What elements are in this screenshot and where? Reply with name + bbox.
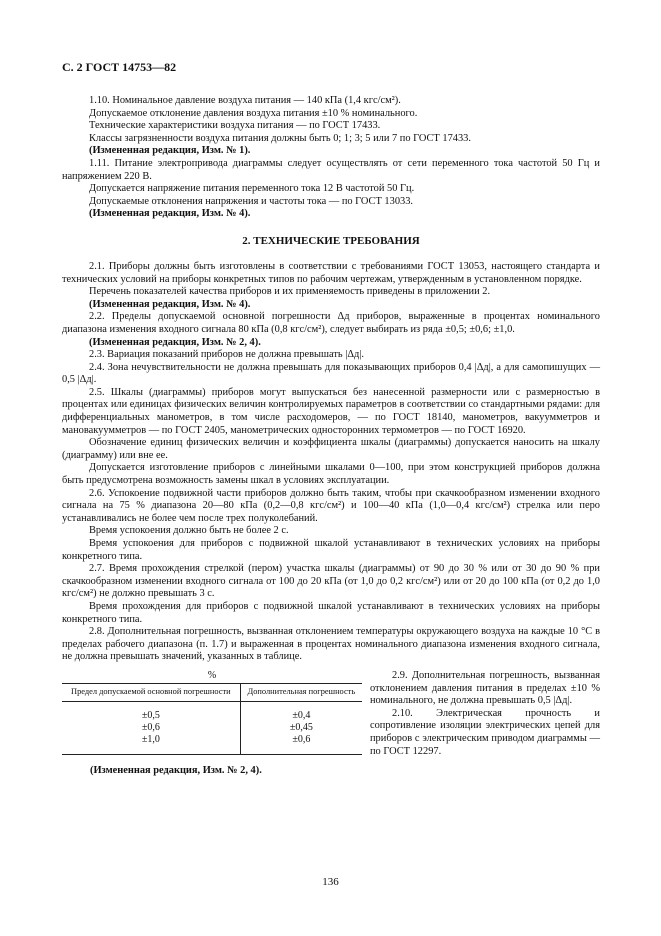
paragraph: 2.1. Приборы должны быть изготовлены в соответствии с требованиями ГОСТ 13053, настоящего стандарта и технических условий на приборы конкретных типов по рабочим чертежам, утвержденным в установленном порядке. [62, 260, 600, 285]
paragraph: 2.3. Вариация показаний приборов не должна превышать |Δд|. [89, 349, 364, 361]
paragraph: 1.11. Питание электропривода диаграммы следует осуществлять от сети переменного тока частотой 50 Гц и напряжением 220 В. [62, 157, 600, 182]
table-cell-additional-error: ±0,6 [240, 734, 362, 755]
page-header: С. 2 ГОСТ 14753—82 [62, 60, 177, 74]
paragraph: Обозначение единиц физических величин и коэффициента шкалы (диаграммы) допускается наносить на шкалу (диаграмму) или вне ее. [62, 437, 600, 461]
paragraph: Время успокоения для приборов с подвижной шкалой устанавливают в технических условиях на приборы конкретного типа. [62, 538, 600, 562]
revision-note: (Измененная редакция, Изм. № 1). [89, 145, 251, 157]
table-header-row [62, 683, 362, 701]
table-cell-additional-error: ±0,45 [289, 721, 313, 733]
table-row [62, 701, 362, 722]
table-row [62, 722, 362, 734]
table-col1-header: Предел допускаемой основной погрешности [62, 683, 240, 701]
paragraph: Перечень показателей качества приборов и их применяемость приведены в приложении 2. [89, 286, 491, 298]
table-cell-base-error: ±0,6 [62, 722, 240, 734]
paragraph: Допускаемые отклонения напряжения и частоты тока — по ГОСТ 13033. [89, 195, 414, 207]
paragraph: Время успокоения должно быть не более 2 с. [89, 525, 289, 537]
page-number: 136 [322, 876, 339, 888]
paragraph: 2.5. Шкалы (диаграммы) приборов могут выпускаться без нанесенной размерности или с размерностью в процентах или единицах физических величин контролируемых параметров в соответствии со стандартными рядами: для дифференциальных манометров, в том числе расходомеров, — по ГОСТ 18140, манометров, вакуумметров и мановакуумметров — по ГОСТ 2405, манометрических односторонних термометров — по ГОСТ 16920. [62, 386, 600, 436]
paragraph: 2.7. Время прохождения стрелкой (пером) участка шкалы (диаграммы) от 90 до 30 % или от 30 до 90 % при скачкообразном изменении входного сигнала от 100 до 20 кПа (от 1,0 до 0,2 кгс/см²) или от 20 до 100 кПа (от 0,2 до 1,0 кгс/см²) не должно превышать 3 с. [62, 563, 600, 600]
table-and-notes [62, 670, 600, 776]
paragraph: Время прохождения для приборов с подвижной шкалой устанавливают в технических условиях на приборы конкретного типа. [62, 600, 600, 625]
table-cell-additional-error: ±0,4 [292, 709, 311, 721]
paragraph: Допускаемое отклонение давления воздуха питания ±10 % номинального. [89, 107, 418, 119]
table-row [62, 734, 362, 755]
table-cell-base-error: ±1,0 [62, 734, 240, 755]
table-col2-header: Дополнительная погрешность [240, 683, 362, 701]
section-2-body [62, 261, 600, 664]
revision-note: (Измененная редакция, Изм. № 4). [89, 208, 251, 220]
paragraph: 1.10. Номинальное давление воздуха питания — 140 кПа (1,4 кгс/см²). [89, 95, 401, 106]
paragraph: 2.8. Дополнительная погрешность, вызванная отклонением температуры окружающего воздуха на каждые 10 °С в пределах рабочего диапазона (п. 1.7) и выраженная в процентах номинального диапазона изменения входного сигнала, не должна превышать значений, указанных в таблице. [62, 626, 600, 663]
section-1-tail [62, 95, 600, 221]
table-unit: % [207, 669, 217, 681]
right-column-text [370, 670, 600, 776]
table-revision-note: (Измененная редакция, Изм. № 2, 4). [90, 764, 262, 776]
revision-note: (Измененная редакция, Изм. № 4). [89, 298, 251, 310]
table-block [62, 670, 362, 776]
paragraph: 2.2. Пределы допускаемой основной погрешности Δд приборов, выраженные в процентах номинального диапазона изменения входного сигнала 80 кПа (0,8 кгс/см²), следует выбирать из ряда ±0,5; ±0,6; ±1,0. [62, 311, 600, 335]
error-table [62, 683, 362, 755]
document-page [62, 60, 600, 776]
table-cell-base-error: ±0,5 [62, 701, 240, 722]
section-2-title: 2. ТЕХНИЧЕСКИЕ ТРЕБОВАНИЯ [242, 234, 420, 247]
paragraph: Допускается напряжение питания переменного тока 12 В частотой 50 Гц. [89, 183, 415, 195]
paragraph: Классы загрязненности воздуха питания должны быть 0; 1; 3; 5 или 7 по ГОСТ 17433. [89, 132, 471, 144]
paragraph: 2.10. Электрическая прочность и сопротивление изоляции электрических цепей для приборов с электрическим приводом диаграммы — по ГОСТ 12297. [370, 707, 600, 757]
paragraph: 2.9. Дополнительная погрешность, вызванная отклонением давления питания в пределах ±10 % номинального, не должна превышать 0,5 |Δд|. [370, 669, 600, 707]
paragraph: 2.4. Зона нечувствительности не должна превышать для показывающих приборов 0,4 |Δд|, а для самопишущих — 0,5 |Δд|. [62, 361, 600, 386]
revision-note: (Измененная редакция, Изм. № 2, 4). [89, 336, 261, 348]
paragraph: Допускается изготовление приборов с линейными шкалами 0—100, при этом конструкцией приборов должна быть предусмотрена возможность замены шкал в условиях эксплуатации. [62, 462, 600, 487]
paragraph: Технические характеристики воздуха питания — по ГОСТ 17433. [89, 120, 381, 132]
paragraph: 2.6. Успокоение подвижной части приборов должно быть таким, чтобы при скачкообразном изменении входного сигнала на 75 % диапазона 20—80 кПа (0,2—0,8 кгс/см²) и 100—40 кПа (1,0—0,4 кгс/см²) стрелка или перо устанавливались не более чем после трех полуколебаний. [62, 487, 600, 524]
